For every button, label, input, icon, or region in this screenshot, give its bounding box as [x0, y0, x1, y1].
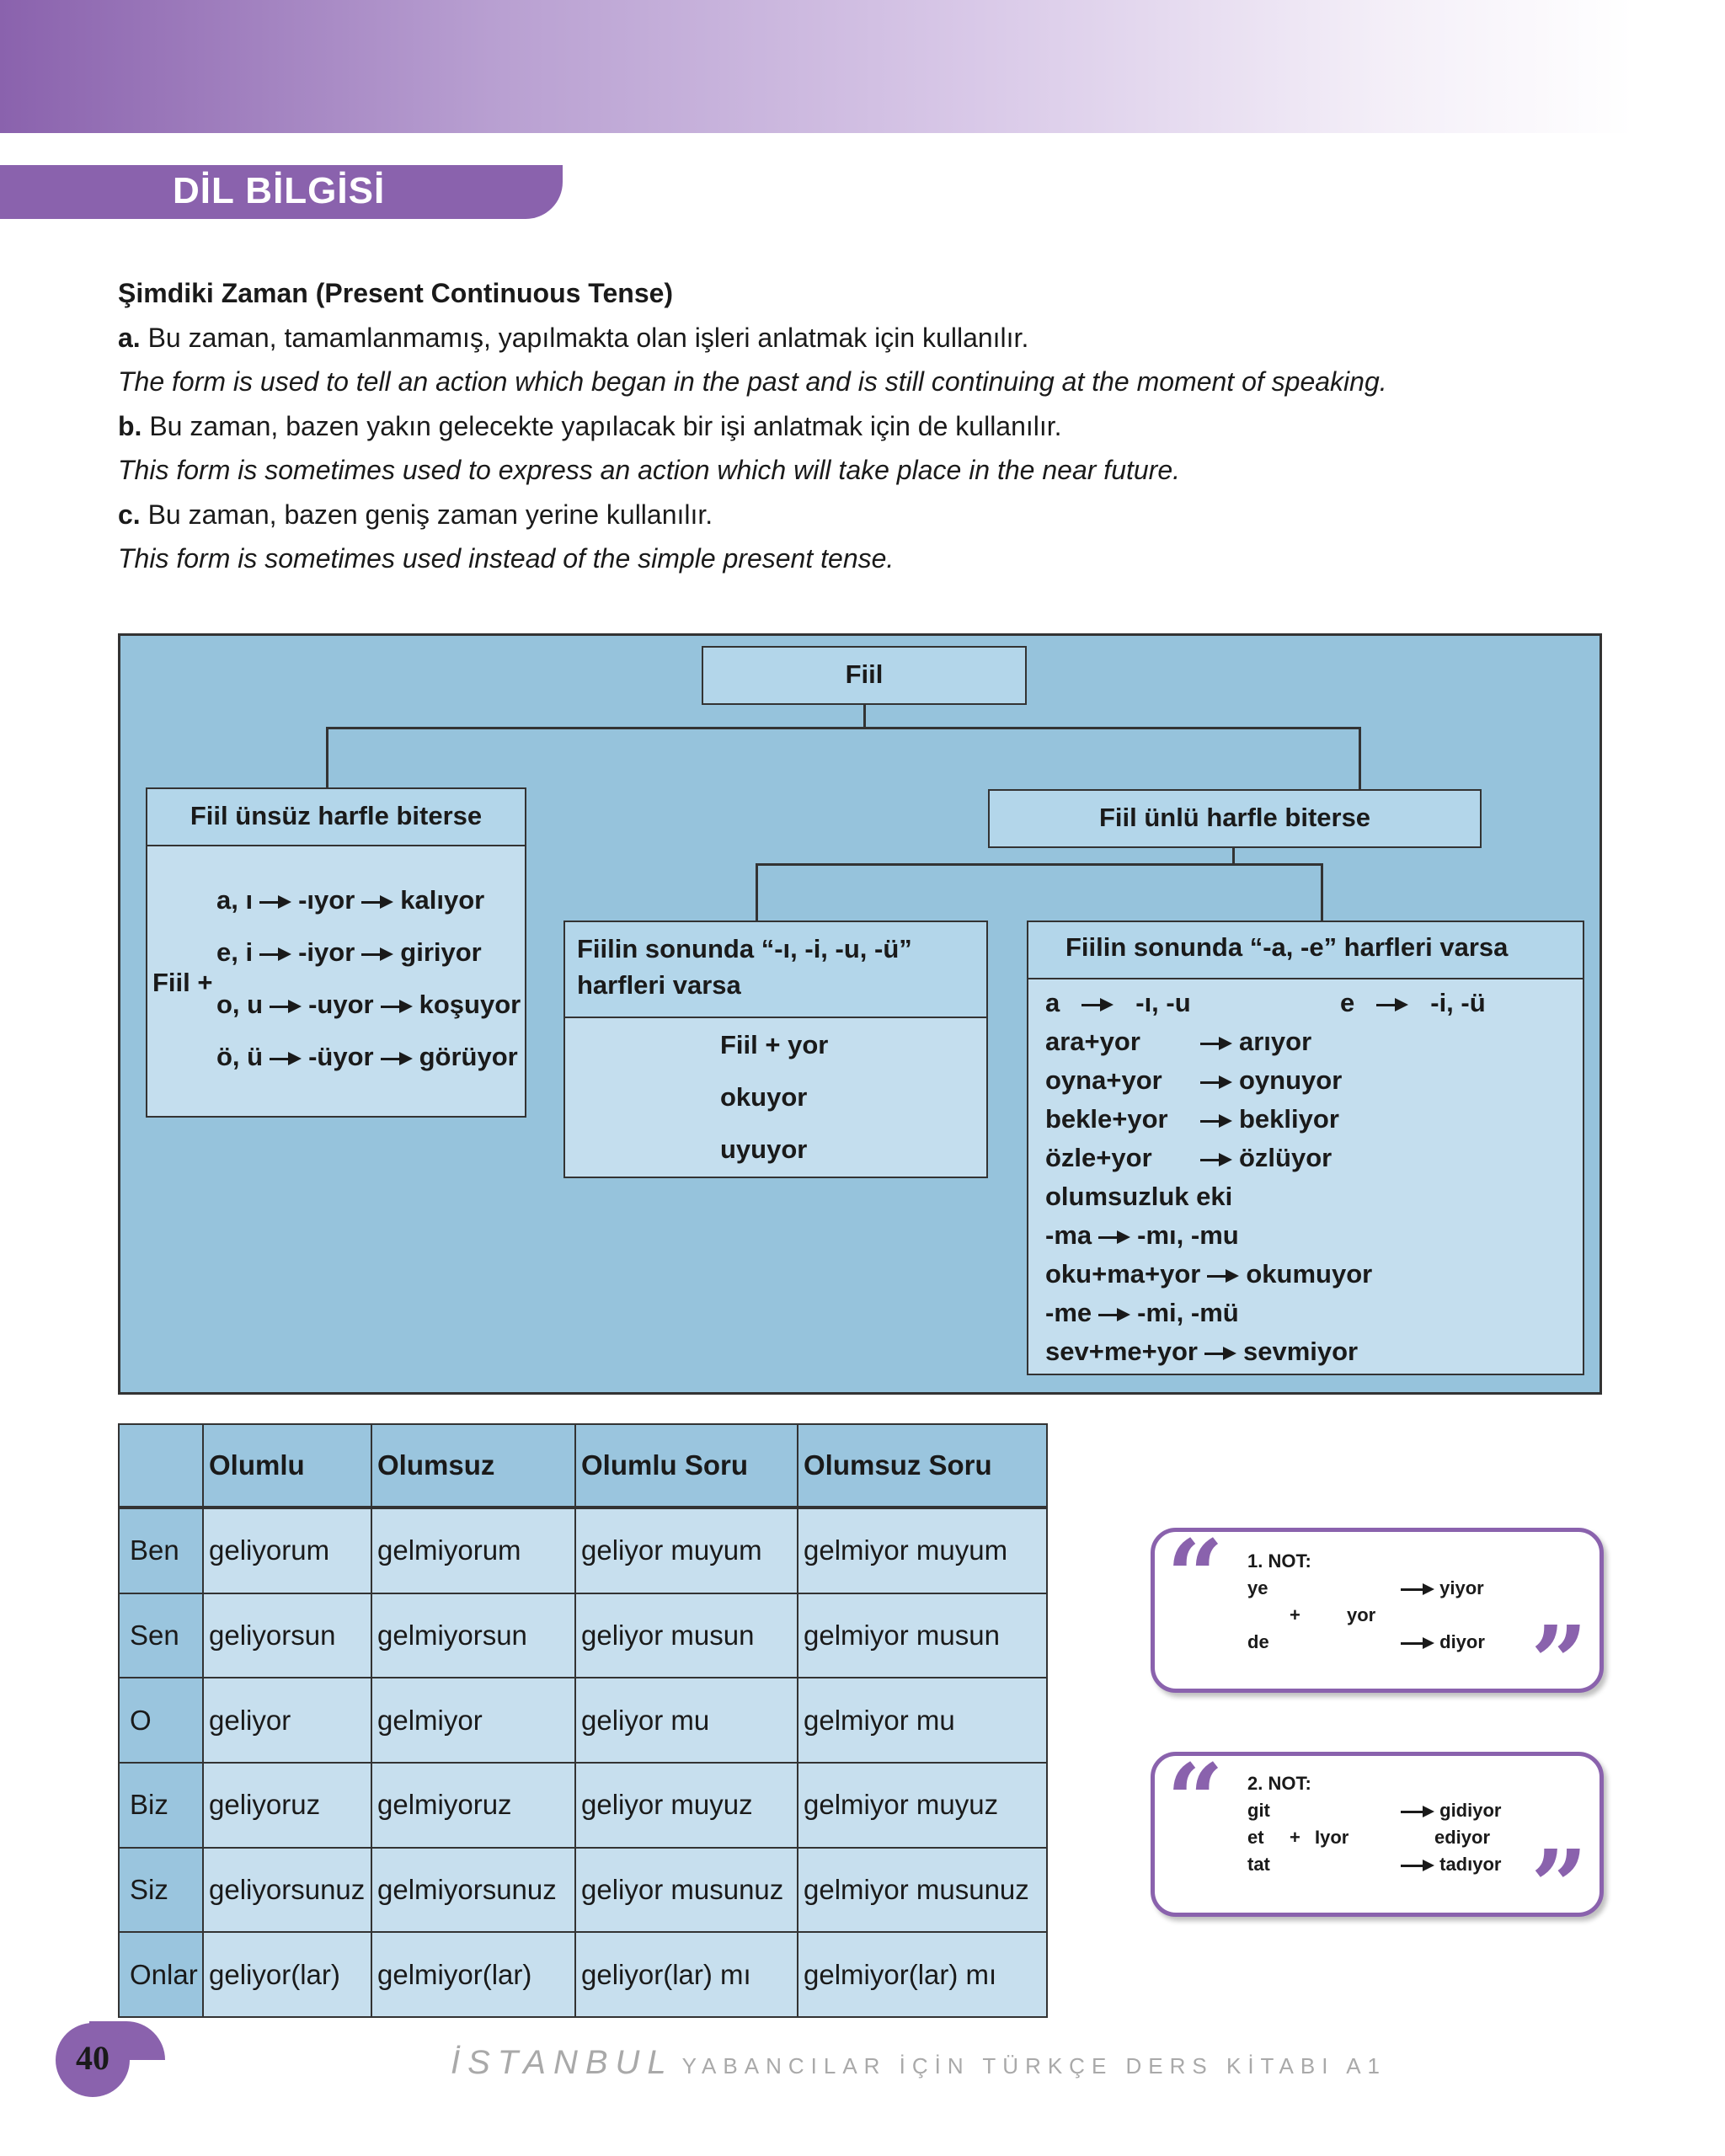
- arrow-icon: [1401, 1636, 1434, 1650]
- table-cell: Onlar: [119, 1932, 203, 2017]
- table-cell: gelmiyor muyuz: [798, 1763, 1047, 1848]
- intro-item-a-tr: a. Bu zaman, tamamlanmamış, yapılmakta olan işleri anlatmak için kullanılır.: [118, 322, 1029, 353]
- connector-line: [1232, 848, 1235, 865]
- ae-ending-body-box: [1027, 978, 1584, 1375]
- intro-item-b-en: This form is sometimes used to express an action which will take place in the near future.: [118, 455, 1181, 485]
- header-gradient-band: [0, 0, 1634, 133]
- ae-rule-row: e -i, -ü: [1340, 988, 1486, 1017]
- arrow-icon: [1081, 996, 1114, 1013]
- table-header-cell: Olumlu: [203, 1424, 371, 1508]
- table-cell: geliyor musunuz: [575, 1848, 798, 1933]
- ae-example-from: oyna+yor: [1045, 1065, 1162, 1095]
- ae-example-from: özle+yor: [1045, 1143, 1152, 1172]
- note-result: tadıyor: [1401, 1854, 1501, 1876]
- negation-row: -me -mi, -mü: [1045, 1298, 1239, 1327]
- table-header-cell: Olumsuz: [371, 1424, 575, 1508]
- intro-item-c-tr: c. Bu zaman, bazen geniş zaman yerine kullanılır.: [118, 499, 713, 530]
- arrow-icon: [1401, 1582, 1434, 1596]
- note-verb: tat: [1247, 1854, 1270, 1875]
- arrow-icon: [270, 1050, 302, 1067]
- connector-line: [756, 863, 758, 922]
- iuu-ending-title-box: [563, 921, 988, 1018]
- connector-line: [1359, 727, 1361, 789]
- intro-item-a-en: The form is used to tell an action which began in the past and is still continuing at the moment of speaking.: [118, 366, 1387, 397]
- connector-line: [326, 727, 328, 789]
- intro-text: [118, 271, 1617, 581]
- vowel-ending-title-box: [988, 789, 1482, 848]
- book-title: [451, 2044, 1386, 2082]
- arrow-icon: [1200, 1113, 1232, 1129]
- intro-heading: Şimdiki Zaman (Present Continuous Tense): [118, 278, 674, 308]
- table-cell: geliyorsunuz: [203, 1848, 371, 1933]
- table-cell: geliyor mu: [575, 1678, 798, 1763]
- table-cell: geliyor muyuz: [575, 1763, 798, 1848]
- table-header-cell: Olumlu Soru: [575, 1424, 798, 1508]
- arrow-icon: [381, 998, 413, 1015]
- table-cell: gelmiyor musun: [798, 1593, 1047, 1678]
- note-title: 1. NOT:: [1247, 1550, 1311, 1572]
- conjugation-table: [118, 1423, 1048, 2018]
- ae-ending-title-box: [1027, 921, 1584, 979]
- note-box-1: [1151, 1518, 1604, 1721]
- arrow-icon: [1401, 1859, 1434, 1872]
- iuu-title-line2: harfleri varsa: [577, 970, 741, 1000]
- connector-line: [1321, 863, 1323, 921]
- table-cell: O: [119, 1678, 203, 1763]
- note-title: 2. NOT:: [1247, 1773, 1311, 1794]
- connector-line: [863, 705, 866, 728]
- table-cell: geliyorsun: [203, 1593, 371, 1678]
- table-cell: geliyor(lar) mı: [575, 1932, 798, 2017]
- iuu-title-line1: Fiilin sonunda “-ı, -i, -u, -ü”: [577, 934, 912, 963]
- table-cell: gelmiyorsun: [371, 1593, 575, 1678]
- page-number: 40: [76, 2039, 109, 2077]
- table-cell: Ben: [119, 1508, 203, 1593]
- table-cell: gelmiyor mu: [798, 1678, 1047, 1763]
- ae-title: Fiilin sonunda “-a, -e” harfleri varsa: [1065, 932, 1509, 962]
- table-cell: Siz: [119, 1848, 203, 1933]
- table-cell: Biz: [119, 1763, 203, 1848]
- arrow-icon: [270, 998, 302, 1015]
- ae-example-from: ara+yor: [1045, 1027, 1140, 1056]
- close-quote-icon: ”: [1530, 1828, 1588, 1945]
- arrow-icon: [361, 894, 393, 910]
- consonant-ending-title: Fiil ünsüz harfle biterse: [190, 801, 483, 830]
- note-plus: +: [1290, 1827, 1300, 1848]
- note-result: ediyor: [1434, 1827, 1491, 1848]
- verb-suffix-diagram: [118, 633, 1602, 1395]
- arrow-icon: [259, 946, 291, 963]
- table-cell: geliyor(lar): [203, 1932, 371, 2017]
- table-row: [119, 1848, 1047, 1933]
- iuu-line: okuyor: [720, 1082, 808, 1112]
- note-verb: ye: [1247, 1577, 1268, 1598]
- table-cell: gelmiyorum: [371, 1508, 575, 1593]
- arrow-icon: [1200, 1035, 1232, 1052]
- table-cell: gelmiyor muyum: [798, 1508, 1047, 1593]
- table-row: [119, 1593, 1047, 1678]
- vowel-ending-title: Fiil ünlü harfle biterse: [1098, 803, 1371, 832]
- arrow-icon: [381, 1050, 413, 1067]
- ae-example-to: oynuyor: [1194, 1065, 1342, 1096]
- table-row: [119, 1678, 1047, 1763]
- diagram-root-box: [702, 646, 1027, 705]
- table-cell: geliyoruz: [203, 1763, 371, 1848]
- note-suffix: Iyor: [1315, 1827, 1349, 1848]
- arrow-icon: [1207, 1267, 1239, 1284]
- book-title-sub: YABANCILAR İÇİN TÜRKÇE DERS KİTABI A1: [681, 2053, 1387, 2079]
- arrow-icon: [361, 946, 393, 963]
- table-row: [119, 1763, 1047, 1848]
- ae-rule-row: a -ı, -u: [1045, 988, 1191, 1017]
- table-cell: gelmiyor: [371, 1678, 575, 1763]
- fiil-plus-label: Fiil +: [152, 968, 213, 997]
- intro-item-b-tr: b. Bu zaman, bazen yakın gelecekte yapılacak bir işi anlatmak için de kullanılır.: [118, 410, 1062, 441]
- note-plus: +: [1290, 1604, 1300, 1625]
- note-result: yiyor: [1401, 1577, 1484, 1599]
- close-quote-icon: ”: [1530, 1604, 1588, 1721]
- open-quote-icon: “: [1167, 1742, 1224, 1859]
- table-cell: geliyorum: [203, 1508, 371, 1593]
- connector-line: [326, 727, 1361, 729]
- consonant-rule-row: ö, ü -üyor görüyor: [216, 1042, 518, 1071]
- consonant-rule-row: a, ı -ıyor kalıyor: [216, 885, 485, 915]
- iuu-ending-body-box: [563, 1017, 988, 1178]
- negation-title: olumsuzluk eki: [1045, 1182, 1233, 1211]
- connector-line: [756, 863, 1323, 866]
- table-row: [119, 1508, 1047, 1593]
- book-title-main: İSTANBUL: [451, 2044, 674, 2081]
- arrow-icon: [1200, 1074, 1232, 1091]
- table-header-row: [119, 1424, 1047, 1508]
- iuu-line: Fiil + yor: [720, 1030, 829, 1059]
- consonant-rule-row: e, i -iyor giriyor: [216, 937, 482, 967]
- arrow-icon: [259, 894, 291, 910]
- table-cell: gelmiyor(lar): [371, 1932, 575, 2017]
- table-cell: geliyor muyum: [575, 1508, 798, 1593]
- iuu-line: uyuyor: [720, 1134, 808, 1164]
- table-cell: gelmiyorsunuz: [371, 1848, 575, 1933]
- open-quote-icon: “: [1167, 1518, 1224, 1635]
- consonant-ending-title-box: [146, 787, 526, 846]
- table-cell: geliyor musun: [575, 1593, 798, 1678]
- table-cell: gelmiyoruz: [371, 1763, 575, 1848]
- intro-item-c-en: This form is sometimes used instead of the simple present tense.: [118, 543, 895, 574]
- ae-example-to: özlüyor: [1194, 1143, 1332, 1173]
- note-result: gidiyor: [1401, 1800, 1501, 1822]
- arrow-icon: [1200, 1151, 1232, 1168]
- consonant-rule-row: o, u -uyor koşuyor: [216, 990, 521, 1019]
- diagram-root-label: Fiil: [845, 659, 884, 689]
- table-cell: gelmiyor musunuz: [798, 1848, 1047, 1933]
- note-box-2: [1151, 1742, 1604, 1945]
- negation-row: oku+ma+yor okumuyor: [1045, 1259, 1373, 1289]
- note-result: diyor: [1401, 1631, 1485, 1653]
- table-row: [119, 1932, 1047, 2017]
- negation-row: sev+me+yor sevmiyor: [1045, 1337, 1359, 1366]
- arrow-icon: [1098, 1306, 1130, 1323]
- table-header-cell: [119, 1424, 203, 1508]
- table-cell: gelmiyor(lar) mı: [798, 1932, 1047, 2017]
- note-suffix: yor: [1347, 1604, 1376, 1625]
- arrow-icon: [1204, 1345, 1236, 1362]
- arrow-icon: [1401, 1805, 1434, 1818]
- section-tab: [0, 165, 563, 219]
- negation-row: -ma -mı, -mu: [1045, 1220, 1239, 1250]
- table-header-cell: Olumsuz Soru: [798, 1424, 1047, 1508]
- note-verb: de: [1247, 1631, 1269, 1652]
- arrow-icon: [1376, 996, 1408, 1013]
- note-verb: et: [1247, 1827, 1264, 1848]
- note-verb: git: [1247, 1800, 1270, 1821]
- table-cell: Sen: [119, 1593, 203, 1678]
- ae-example-from: bekle+yor: [1045, 1104, 1168, 1134]
- table-cell: geliyor: [203, 1678, 371, 1763]
- ae-example-to: bekliyor: [1194, 1104, 1339, 1134]
- ae-example-to: arıyor: [1194, 1027, 1311, 1057]
- section-title: DİL BİLGİSİ: [173, 170, 386, 211]
- arrow-icon: [1098, 1229, 1130, 1246]
